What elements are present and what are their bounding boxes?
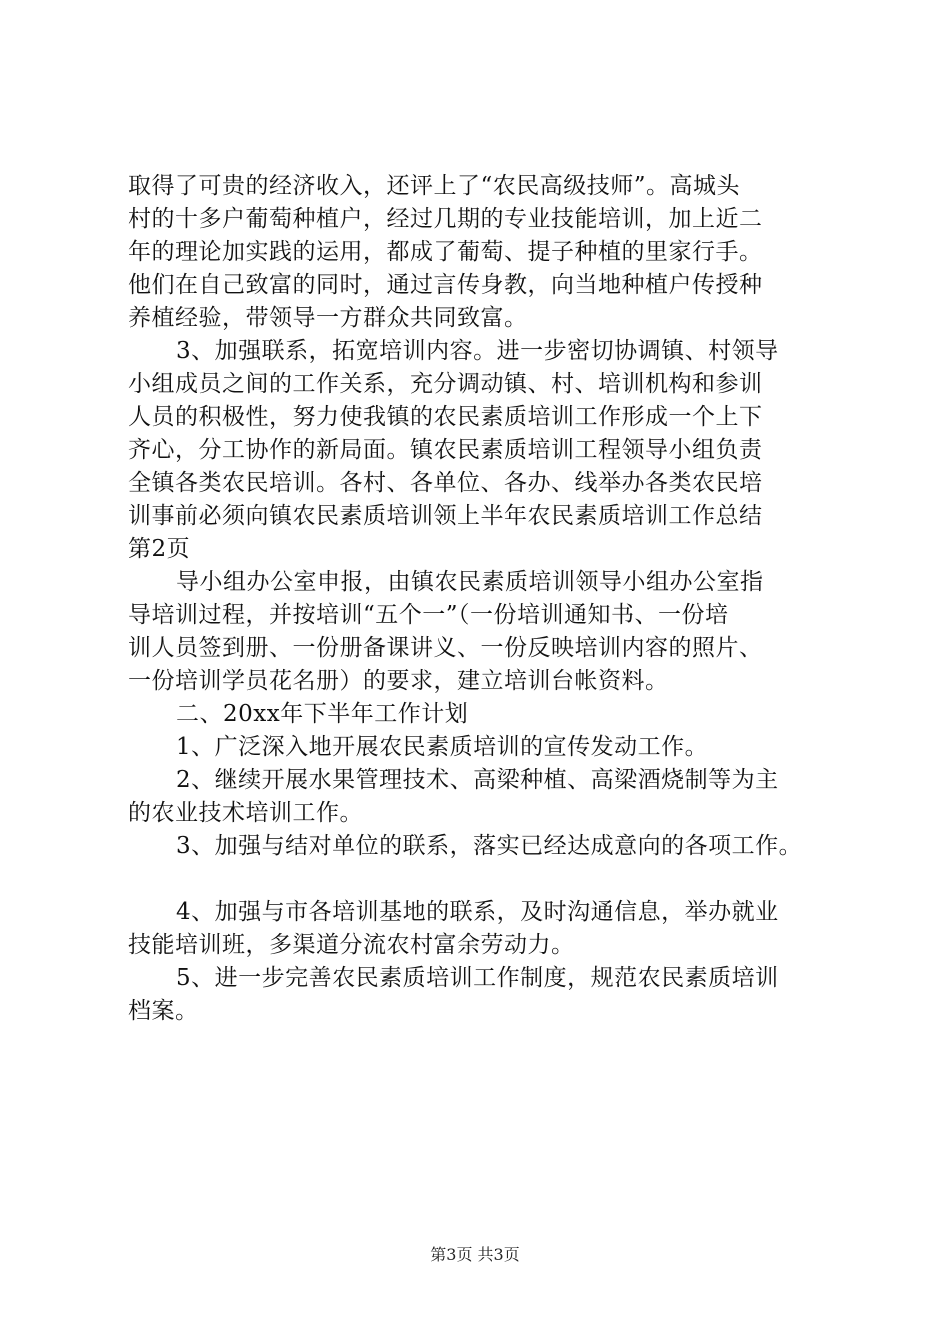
text-line: 小组成员之间的工作关系，充分调动镇、村、培训机构和参训 (128, 371, 763, 397)
text-line: 导培训过程，并按培训“五个一”（一份培训通知书、一份培 (128, 602, 729, 628)
text-line: 全镇各类农民培训。各村、各单位、各办、线举办各类农民培 (128, 470, 763, 496)
plan-item: 5、进一步完善农民素质培训工作制度，规范农民素质培训 (176, 965, 779, 991)
section-heading: 二、20xx年下半年工作计划 (176, 701, 469, 727)
paragraph-start-line: 3、加强联系，拓宽培训内容。进一步密切协调镇、村领导 (176, 338, 779, 364)
plan-item: 4、加强与市各培训基地的联系，及时沟通信息，举办就业 (176, 899, 779, 925)
page-marker-line: 第2页 (128, 536, 191, 562)
text-line: 训事前必须向镇农民素质培训领上半年农民素质培训工作总结 (128, 503, 763, 529)
text-line: 年的理论加实践的运用，都成了葡萄、提子种植的里家行手。 (128, 239, 763, 265)
text-line: 人员的积极性，努力使我镇的农民素质培训工作形成一个上下 (128, 404, 763, 430)
text-line: 齐心，分工协作的新局面。镇农民素质培训工程领导小组负责 (128, 437, 763, 463)
page-footer: 第3页 共3页 (430, 1245, 520, 1264)
text-line: 他们在自己致富的同时，通过言传身教，向当地种植户传授种 (128, 272, 763, 298)
text-line: 村的十多户葡萄种植户，经过几期的专业技能培训，加上近二 (128, 206, 763, 232)
text-line: 取得了可贵的经济收入，还评上了“农民高级技师”。高城头 (128, 173, 741, 199)
text-line: 训人员签到册、一份册备课讲义、一份反映培训内容的照片、 (128, 635, 763, 661)
document-body (128, 170, 848, 1028)
text-line: 档案。 (128, 998, 199, 1024)
text-line: 养植经验，带领导一方群众共同致富。 (128, 305, 528, 331)
text-line: 技能培训班，多渠道分流农村富余劳动力。 (128, 932, 575, 958)
plan-item: 3、加强与结对单位的联系，落实已经达成意向的各项工作。 (176, 833, 803, 859)
plan-item: 1、广泛深入地开展农民素质培训的宣传发动工作。 (176, 734, 709, 760)
text-line: 的农业技术培训工作。 (128, 800, 363, 826)
blank-line (128, 863, 848, 896)
text-line: 一份培训学员花名册）的要求，建立培训台帐资料。 (128, 668, 669, 694)
paragraph-start-line: 导小组办公室申报，由镇农民素质培训领导小组办公室指 (176, 569, 764, 595)
plan-item: 2、继续开展水果管理技术、高梁种植、高梁酒烧制等为主 (176, 767, 779, 793)
